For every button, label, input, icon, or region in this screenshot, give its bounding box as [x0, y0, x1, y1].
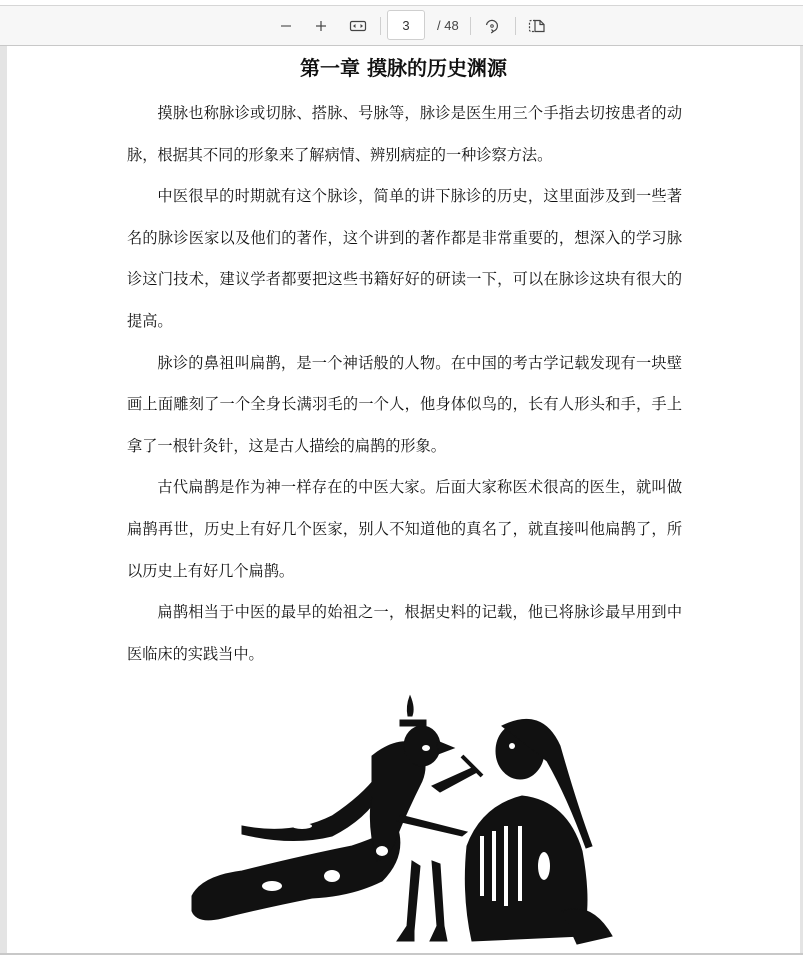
- paragraph: 摸脉也称脉诊或切脉、搭脉、号脉等，脉诊是医生用三个手指去切按患者的动脉，根据其不同的形象来了解病情、辨别病症的一种诊察方法。: [127, 104, 682, 164]
- toolbar-separator: [470, 17, 471, 35]
- two-page-view-icon: [528, 18, 546, 34]
- page-body: [127, 93, 682, 675]
- page-number-input[interactable]: [387, 10, 425, 40]
- pdf-toolbar: [0, 6, 803, 46]
- toolbar-separator: [515, 17, 516, 35]
- paragraph: 脉诊的鼻祖叫扁鹊，是一个神话般的人物。在中国的考古学记载发现有一块壁画上面雕刻了一个全身长满羽毛的一个人，他身体似鸟的，长有人形头和手，手上拿了一根针灸针，这是古人描绘的扁鹊的形象。: [127, 353, 682, 455]
- pdf-page: [7, 46, 800, 953]
- zoom-out-button[interactable]: [272, 12, 300, 40]
- chapter-title: 第一章 摸脉的历史渊源: [300, 56, 507, 80]
- rotate-button[interactable]: [478, 12, 506, 40]
- paragraph: 中医很早的时期就有这个脉诊，简单的讲下脉诊的历史，这里面涉及到一些著名的脉诊医家以及他们的著作，这个讲到的著作都是非常重要的，想深入的学习脉诊这门技术，建议学者都要把这些书籍好好的研读一下，可以在脉诊这块有很大的提高。: [127, 187, 682, 330]
- fit-to-width-button[interactable]: [344, 12, 372, 40]
- plus-icon: [314, 19, 328, 33]
- fit-width-icon: [349, 19, 367, 33]
- minus-icon: [279, 19, 293, 33]
- paragraph: 古代扁鹊是作为神一样存在的中医大家。后面大家称医术很高的医生，就叫做扁鹊再世，历史上有好几个医家，别人不知道他的真名了，就直接叫他扁鹊了，所以历史上有好几个扁鹊。: [127, 478, 682, 580]
- total-pages-label: / 48: [437, 18, 459, 33]
- page-view-button[interactable]: [523, 12, 551, 40]
- zoom-in-button[interactable]: [307, 12, 335, 40]
- bianque-illustration: [182, 686, 622, 953]
- rotate-icon: [483, 17, 501, 35]
- toolbar-separator: [380, 17, 381, 35]
- paragraph: 扁鹊相当于中医的最早的始祖之一，根据史料的记载，他已将脉诊最早用到中医临床的实践当中。: [127, 603, 682, 663]
